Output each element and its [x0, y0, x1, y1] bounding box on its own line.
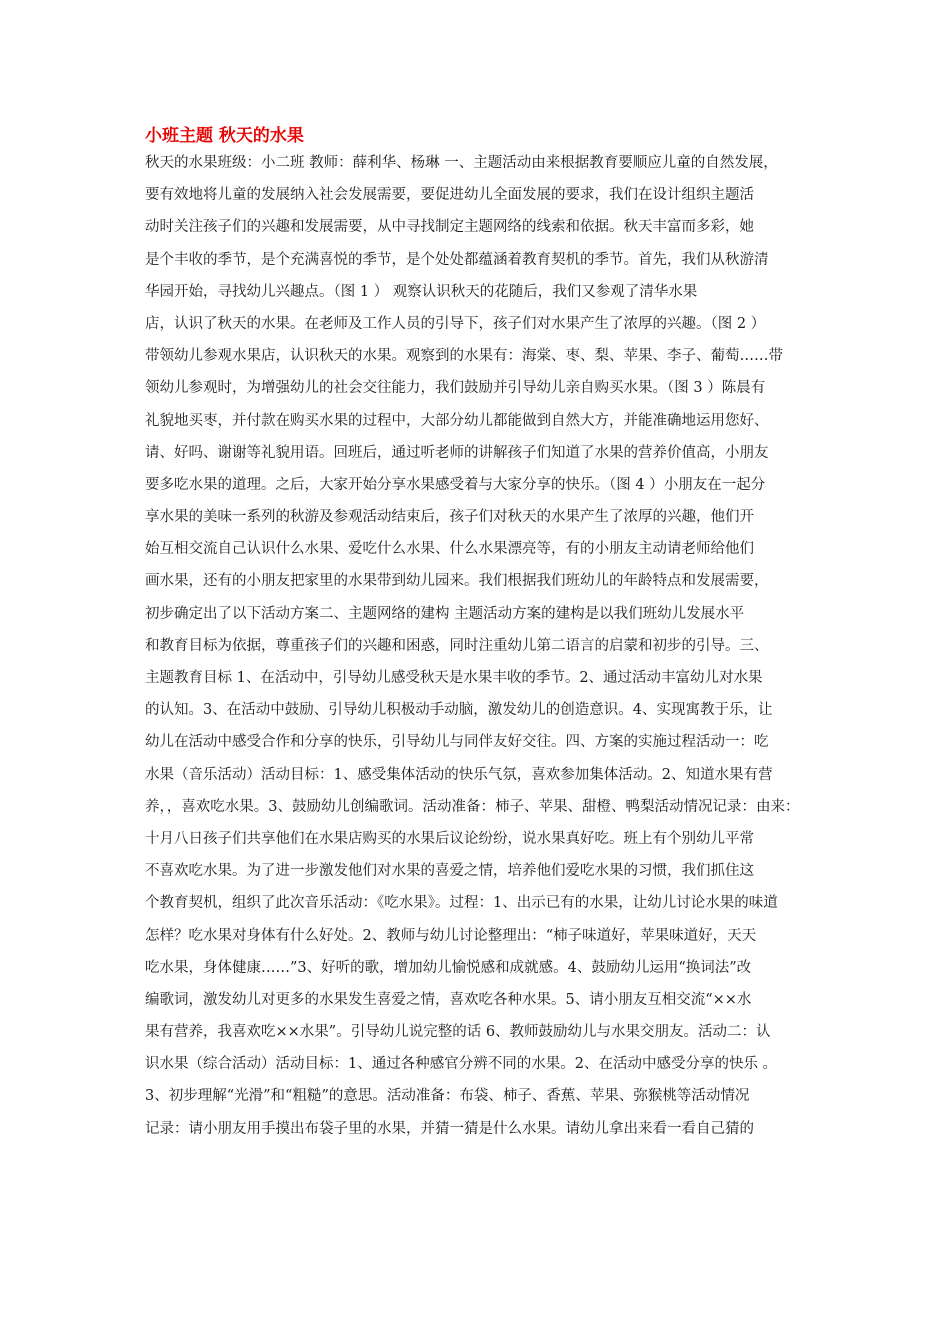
body-text-line: 记录：请小朋友用手摸出布袋子里的水果，并猜一猜是什么水果。请幼儿拿出来看一看自己猜的 [145, 1120, 754, 1137]
body-text-line: 幼儿在活动中感受合作和分享的快乐，引导幼儿与同伴友好交往。四、方案的实施过程活动一：吃 [145, 734, 769, 751]
body-text-line: 个教育契机，组织了此次音乐活动：《吃水果》。过程：1、出示已有的水果，让幼儿讨论水果的味道 [145, 895, 778, 912]
body-text-line: 3、初步理解“光滑”和“粗糙”的意思。活动准备：布袋、柿子、香蕉、苹果、弥猴桃等活动情况 [145, 1088, 750, 1105]
body-text-line: 请、好吗、谢谢等礼貌用语。回班后，通过听老师的讲解孩子们知道了水果的营养价值高，小朋友 [145, 444, 769, 461]
body-text-line: 是个丰收的季节，是个充满喜悦的季节，是个处处都蕴涵着教育契机的季节。首先，我们从秋游清 [145, 251, 769, 268]
body-text-line: 带领幼儿参观水果店，认识秋天的水果。观察到的水果有：海棠、枣、梨、苹果、李子、葡萄……带 [145, 348, 783, 365]
body-text-line: 享水果的美味一系列的秋游及参观活动结束后，孩子们对秋天的水果产生了浓厚的兴趣，他们开 [145, 509, 754, 526]
body-text-line: 编歌词，激发幼儿对更多的水果发生喜爱之情，喜欢吃各种水果。5、请小朋友互相交流“××水 [145, 991, 752, 1008]
body-text-line: 怎样？吃水果对身体有什么好处。2、教师与幼儿讨论整理出：“柿子味道好，苹果味道好，天天 [145, 927, 757, 944]
body-text-line: 礼貌地买枣，并付款在购买水果的过程中，大部分幼儿都能做到自然大方，并能准确地运用您好、 [145, 412, 769, 429]
body-text-line: 主题教育目标 1、在活动中，引导幼儿感受秋天是水果丰收的季节。2、通过活动丰富幼儿对水果 [145, 670, 763, 686]
body-text-line: 动时关注孩子们的兴趣和发展需要，从中寻找制定主题网络的线索和依据。秋天丰富而多彩，她 [145, 219, 754, 236]
body-text-line: 水果（音乐活动）活动目标：1、感受集体活动的快乐气氛，喜欢参加集体活动。2、知道水果有营 [145, 766, 773, 783]
body-text-line: 华园开始，寻找幼儿兴趣点。（图 1 ） 观察认识秋天的花随后，我们又参观了清华水果 [145, 283, 698, 300]
document-body [145, 152, 810, 1150]
body-text-line: 养，，喜欢吃水果。3、鼓励幼儿创编歌词。活动准备：柿子、苹果、甜橙、鸭梨活动情况记录：由来： [145, 798, 800, 815]
body-text-line: 识水果（综合活动）活动目标：1、通过各种感官分辨不同的水果。2、在活动中感受分享的快乐 。 [145, 1056, 778, 1073]
body-text-line: 十月八日孩子们共享他们在水果店购买的水果后议论纷纷，说水果真好吃。班上有个别幼儿平常 [145, 830, 754, 847]
body-text-line: 要多吃水果的道理。之后，大家开始分享水果感受着与大家分享的快乐。（图 4 ）小朋友在一起分 [145, 476, 766, 493]
document-title: 小班主题 秋天的水果 [145, 126, 304, 146]
body-text-line: 领幼儿参观时，为增强幼儿的社会交往能力，我们鼓励并引导幼儿亲自购买水果。（图 3 ）陈晨有 [145, 380, 766, 397]
body-text-line: 不喜欢吃水果。为了进一步激发他们对水果的喜爱之情，培养他们爱吃水果的习惯，我们抓住这 [145, 863, 754, 880]
body-text-line: 的认知。3、在活动中鼓励、引导幼儿积极动手动脑，激发幼儿的创造意识。4、实现寓教于乐，让 [145, 702, 773, 719]
body-text-line: 画水果，还有的小朋友把家里的水果带到幼儿园来。我们根据我们班幼儿的年龄特点和发展需要， [145, 573, 769, 590]
body-text-line: 店，认识了秋天的水果。在老师及工作人员的引导下，孩子们对水果产生了浓厚的兴趣。（图 2 ） [145, 315, 766, 332]
body-text-line: 秋天的水果班级：小二班 教师：薛利华、杨琳 一、主题活动由来根据教育要顺应儿童的自然发展， [145, 155, 778, 171]
body-text-line: 吃水果，身体健康……”3、好听的歌，增加幼儿愉悦感和成就感。4、鼓励幼儿运用“换词法”改 [145, 959, 752, 976]
body-text-line: 要有效地将儿童的发展纳入社会发展需要，要促进幼儿全面发展的要求，我们在设计组织主题活 [145, 187, 754, 204]
body-text-line: 始互相交流自己认识什么水果、爱吃什么水果、什么水果漂亮等，有的小朋友主动请老师给他们 [145, 541, 754, 558]
body-text-line: 果有营养，我喜欢吃××水果”。引导幼儿说完整的话 6、教师鼓励幼儿与水果交朋友。活动二：认 [145, 1024, 771, 1041]
body-text-line: 初步确定出了以下活动方案二、主题网络的建构 主题活动方案的建构是以我们班幼儿发展水平 [145, 605, 745, 622]
body-text-line: 和教育目标为依据，尊重孩子们的兴趣和困惑，同时注重幼儿第二语言的启蒙和初步的引导。三、 [145, 637, 769, 654]
